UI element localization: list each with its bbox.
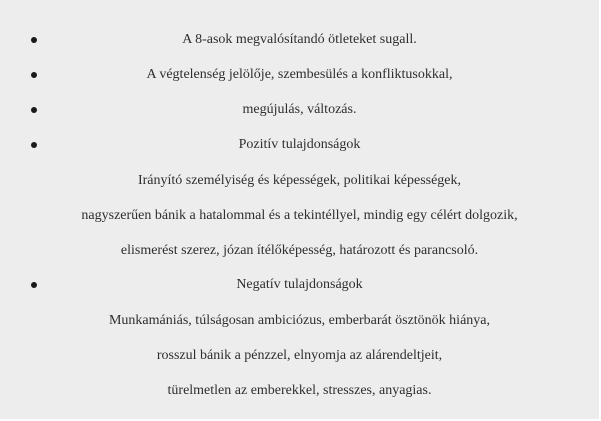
positive-heading: Pozitív tulajdonságok <box>238 137 361 152</box>
negative-line: türelmetlen az emberekkel, stresszes, anyagias. <box>167 383 432 398</box>
negative-heading: Negatív tulajdonságok <box>236 277 363 292</box>
positive-line: Irányító személyiség és képességek, politikai képességek, <box>137 173 462 188</box>
list-item-text: A 8-asok megvalósítandó ötleteket sugall. <box>182 32 417 47</box>
negative-line: rosszul bánik a pénzzel, elnyomja az alárendeltjeit, <box>156 348 443 363</box>
positive-line: elismerést szerez, józan ítélőképesség, határozott és parancsoló. <box>120 243 479 258</box>
positive-line: nagyszerűen bánik a hatalommal és a tekintéllyel, mindig egy célért dolgozik, <box>81 208 518 223</box>
list-item-text: megújulás, változás. <box>242 102 357 117</box>
negative-line: Munkamániás, túlságosan ambiciózus, emberbarát ösztönök hiánya, <box>108 313 490 328</box>
list-item-text: A végtelenség jelölője, szembesülés a konfliktusokkal, <box>146 67 453 82</box>
